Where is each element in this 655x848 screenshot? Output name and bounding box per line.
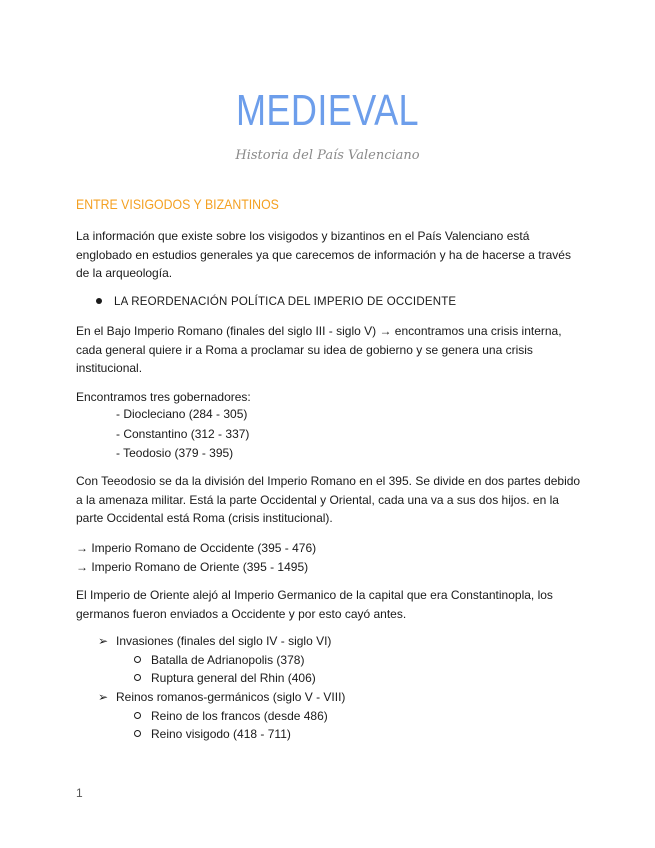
circle-bullet-icon (134, 712, 141, 719)
bajo-imperio-paragraph (76, 322, 576, 378)
document-title: MEDIEVAL (235, 86, 420, 135)
text-line: En el Bajo Imperio Romano (finales del siglo III - siglo V) → encontramos una crisis interna, (76, 324, 562, 338)
outline-subitem-label: Reino visigodo (418 - 711) (151, 727, 291, 741)
text-line: institucional. (76, 361, 143, 375)
outline-subitem-label: Ruptura general del Rhin (406) (151, 671, 316, 685)
outline-item (98, 690, 345, 704)
outline-subitem-label: Reino de los francos (desde 486) (151, 709, 328, 723)
intro-paragraph (76, 227, 576, 283)
list-item: → Imperio Romano de Occidente (395 - 476) (76, 541, 317, 555)
outline-item-label: Invasiones (finales del siglo IV - siglo VI) (116, 634, 332, 648)
outline-subitem (134, 727, 291, 741)
circle-bullet-icon (134, 730, 141, 737)
gobernadores-intro: Encontramos tres gobernadores: (76, 390, 251, 404)
text-line: de la arqueología. (76, 266, 173, 280)
text-line: parte Occidental está Roma (crisis institucional). (76, 511, 333, 525)
circle-bullet-icon (134, 656, 141, 663)
document-subtitle: Historia del País Valenciano (235, 148, 420, 163)
outline-subitem (134, 653, 304, 667)
circle-bullet-icon (134, 674, 141, 681)
list-item: - Teodosio (379 - 395) (116, 446, 234, 460)
outline-subitem (134, 709, 328, 723)
arrow-bullet-icon: ➢ (98, 634, 109, 648)
text-line: Con Teeodosio se da la división del Imperio Romano en el 395. Se divide en dos partes debido (76, 474, 581, 488)
list-item: → Imperio Romano de Oriente (395 - 1495) (76, 559, 309, 574)
imperios-list (76, 539, 576, 576)
text-line: englobado en estudios generales ya que carecemos de información y ha de hacerse a través (76, 247, 571, 262)
arrow-bullet-icon: ➢ (98, 690, 109, 704)
list-item: - Constantino (312 - 337) (116, 426, 250, 441)
text-line: El Imperio de Oriente alejó al Imperio Germanico de la capital que era Constantinopla, los (76, 588, 553, 602)
text-line: La información que existe sobre los visigodos y bizantinos en el País Valenciano está (76, 229, 530, 243)
teodosio-paragraph (76, 472, 581, 528)
text-line: a la amenaza militar. Está la parte Occidental y Oriental, cada una va a sus dos hijos. en la (76, 492, 559, 507)
oriente-paragraph (76, 586, 576, 623)
outline-subitem-label: Batalla de Adrianopolis (378) (151, 653, 305, 667)
bullet-heading (96, 296, 456, 308)
outline-item-label: Reinos romanos-germánicos (siglo V - VIII) (116, 690, 346, 704)
text-line: germanos fueron enviados a Occidente y por esto cayó antes. (76, 606, 407, 621)
list-item: - Diocleciano (284 - 305) (116, 407, 248, 421)
gobernadores-list (116, 405, 249, 464)
page-number: 1 (76, 786, 83, 800)
section-heading: ENTRE VISIGODOS Y BIZANTINOS (76, 196, 279, 212)
text-line: cada general quiere ir a Roma a proclamar su idea de gobierno y se genera una crisis (76, 342, 533, 357)
outline-subitem (134, 671, 316, 685)
bullet-heading-text: LA REORDENACIÓN POLÍTICA DEL IMPERIO DE OCCIDENTE (114, 296, 457, 308)
outline-item (98, 634, 331, 648)
bullet-dot-icon (96, 298, 102, 304)
